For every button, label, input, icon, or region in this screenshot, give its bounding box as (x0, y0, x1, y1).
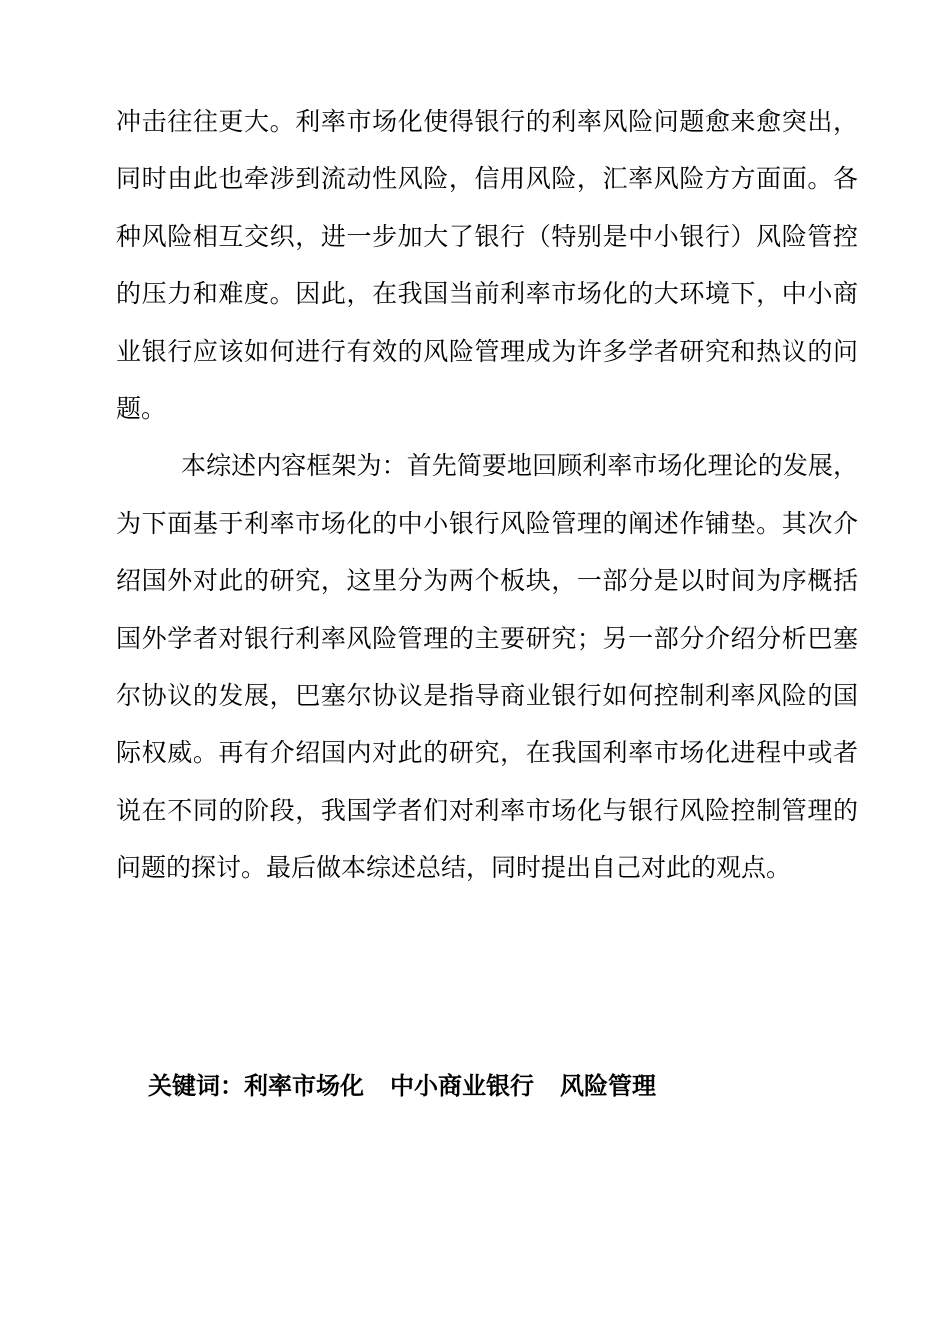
keyword-item: 利率市场化 (244, 1072, 364, 1100)
keyword-item: 风险管理 (560, 1072, 656, 1100)
paragraph-1: 冲击往往更大。利率市场化使得银行的利率风险问题愈来愈突出，同时由此也牵涉到流动性风险，信用风险，汇率风险方方面面。各种风险相互交织，进一步加大了银行（特别是中小银行）风险管控的压力和难度。因此，在我国当前利率市场化的大环境下，中小商业银行应该如何进行有效的风险管理成为许多学者研究和热议的问题。 (116, 107, 858, 424)
keywords-line (148, 1066, 656, 1106)
keywords-label: 关键词： (148, 1072, 244, 1100)
body-text (116, 93, 858, 897)
keyword-item: 中小商业银行 (390, 1072, 534, 1100)
paragraph-2: 本综述内容框架为：首先简要地回顾利率市场化理论的发展，为下面基于利率市场化的中小银行风险管理的阐述作铺垫。其次介绍国外对此的研究，这里分为两个板块，一部分是以时间为序概括国外学者对银行利率风险管理的主要研究；另一部分介绍分析巴塞尔协议的发展，巴塞尔协议是指导商业银行如何控制利率风险的国际权威。再有介绍国内对此的研究，在我国利率市场化进程中或者说在不同的阶段，我国学者们对利率市场化与银行风险控制管理的问题的探讨。最后做本综述总结，同时提出自己对此的观点。 (116, 451, 858, 883)
